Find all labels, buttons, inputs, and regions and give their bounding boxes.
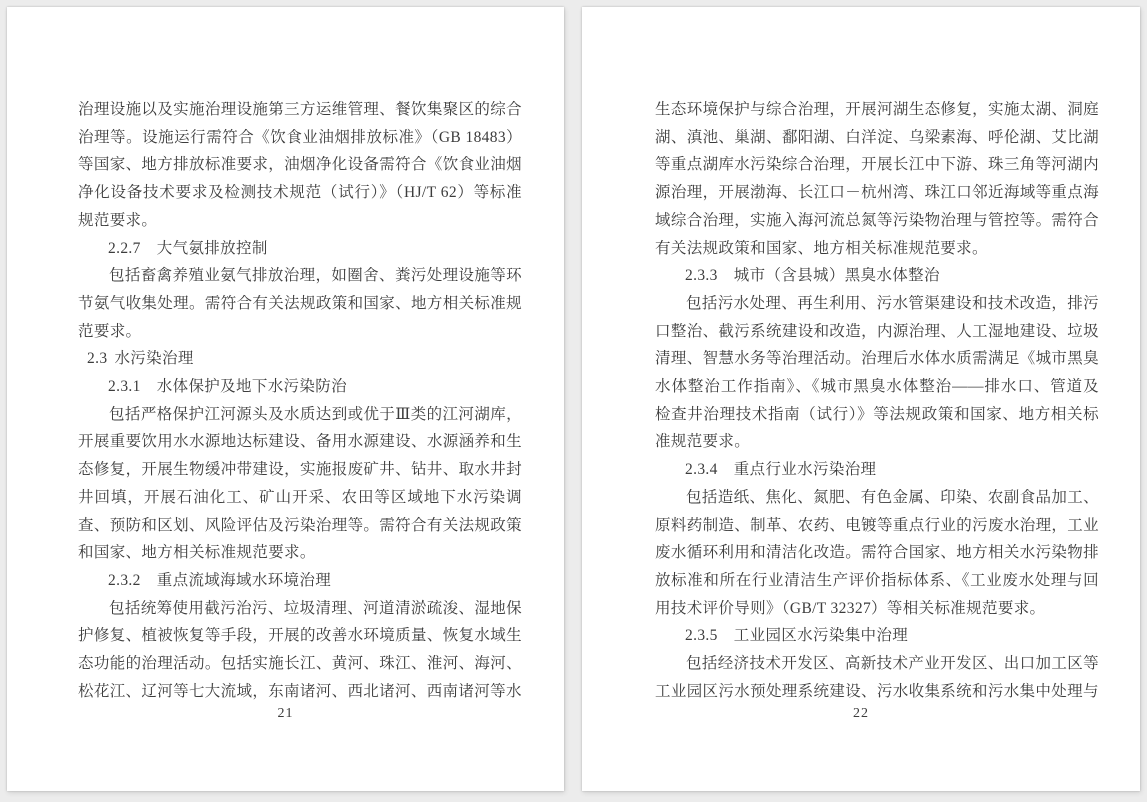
section-heading-2.3.4 bbox=[655, 456, 1099, 484]
section-title: 城市（含县城）黑臭水体整治 bbox=[733, 267, 940, 285]
section-heading-2.3 bbox=[78, 345, 522, 373]
page-number-22: 22 bbox=[853, 706, 869, 721]
paragraph: 生态环境保护与综合治理，开展河湖生态修复，实施太湖、洞庭湖、滇池、巢湖、鄱阳湖、白洋淀、乌梁素海、呼伦湖、艾比湖等重点湖库水污染综合治理，开展长江中下游、珠三角等河湖内源治理，开展渤海、长江口－杭州湾、珠江口邻近海域等重点海域综合治理，实施入海河流总氮等污染物治理与管控等。需符合有关法规政策和国家、地方相关标准规范要求。 bbox=[655, 101, 1099, 257]
section-number: 2.3.1 bbox=[108, 378, 141, 396]
paragraph: 包括污水处理、再生利用、污水管渠建设和技术改造，排污口整治、截污系统建设和改造，内源治理、人工湿地建设、垃圾清理、智慧水务等治理活动。治理后水体水质需满足《城市黑臭水体整治工作指南》、《城市黑臭水体整治——排水口、管道及检查井治理技术指南（试行）》等法规政策和国家、地方相关标准规范要求。 bbox=[655, 294, 1099, 451]
section-title: 重点流域海域水环境治理 bbox=[156, 571, 332, 589]
paragraph: 包括经济技术开发区、高新技术产业开发区、出口加工区等工业园区污水预处理系统建设、污水收集系统和污水集中处理与 bbox=[655, 655, 1099, 700]
section-number: 2.3.2 bbox=[108, 571, 141, 589]
section-number: 2.2.7 bbox=[108, 239, 141, 257]
page-22 bbox=[582, 7, 1140, 791]
section-number: 2.3.5 bbox=[685, 627, 718, 645]
section-heading-2.3.3 bbox=[655, 262, 1099, 290]
section-number: 2.3.4 bbox=[685, 461, 718, 479]
paragraph: 包括造纸、焦化、氮肥、有色金属、印染、农副食品加工、原料药制造、制革、农药、电镀等重点行业的污废水治理，工业废水循环利用和清洁化改造。需符合国家、地方相关水污染物排放标准和所在行业清洁生产评价指标体系、《工业废水处理与回用技术评价导则》（GB/T 32327）等相关标准规范要求。 bbox=[655, 488, 1099, 617]
section-title: 水污染治理 bbox=[114, 350, 194, 368]
section-heading-2.3.1 bbox=[78, 373, 522, 401]
section-heading-2.3.5 bbox=[655, 622, 1099, 650]
paragraph: 包括畜禽养殖业氨气排放治理，如圈舍、粪污处理设施等环节氨气收集处理。需符合有关法规政策和国家、地方相关标准规范要求。 bbox=[78, 267, 522, 340]
section-heading-2.3.2 bbox=[78, 567, 522, 595]
page-number-21: 21 bbox=[277, 706, 294, 721]
section-title: 工业园区水污染集中治理 bbox=[733, 627, 909, 645]
section-title: 水体保护及地下水污染防治 bbox=[156, 378, 347, 396]
section-title: 大气氨排放控制 bbox=[156, 239, 268, 257]
page-21 bbox=[7, 7, 564, 791]
section-number: 2.3.3 bbox=[685, 267, 718, 285]
page-22-content bbox=[655, 96, 1099, 705]
section-heading-2.2.7 bbox=[78, 235, 522, 263]
section-number: 2.3 bbox=[87, 350, 108, 368]
paragraph: 治理设施以及实施治理设施第三方运维管理、餐饮集聚区的综合治理等。设施运行需符合《饮食业油烟排放标准》（GB 18483）等国家、地方排放标准要求，油烟净化设备需符合《饮食业油烟净化设备技术要求及检测技术规范（试行）》（HJ/T 62）等标准规范要求。 bbox=[78, 101, 522, 229]
paragraph: 包括严格保护江河源头及水质达到或优于Ⅲ类的江河湖库，开展重要饮用水水源地达标建设、备用水源建设、水源涵养和生态修复，开展生物缓冲带建设，实施报废矿井、钻井、取水井封井回填，开展石油化工、矿山开采、农田等区域地下水污染调查、预防和区划、风险评估及污染治理等。需符合有关法规政策和国家、地方相关标准规范要求。 bbox=[78, 405, 522, 562]
page-21-content bbox=[78, 96, 522, 705]
paragraph: 包括统筹使用截污治污、垃圾清理、河道清淤疏浚、湿地保护修复、植被恢复等手段，开展的改善水环境质量、恢复水域生态功能的治理活动。包括实施长江、黄河、珠江、淮河、海河、松花江、辽河等七大流域，东南诸河、西北诸河、西南诸河等水 bbox=[78, 599, 522, 700]
section-title: 重点行业水污染治理 bbox=[733, 461, 877, 479]
